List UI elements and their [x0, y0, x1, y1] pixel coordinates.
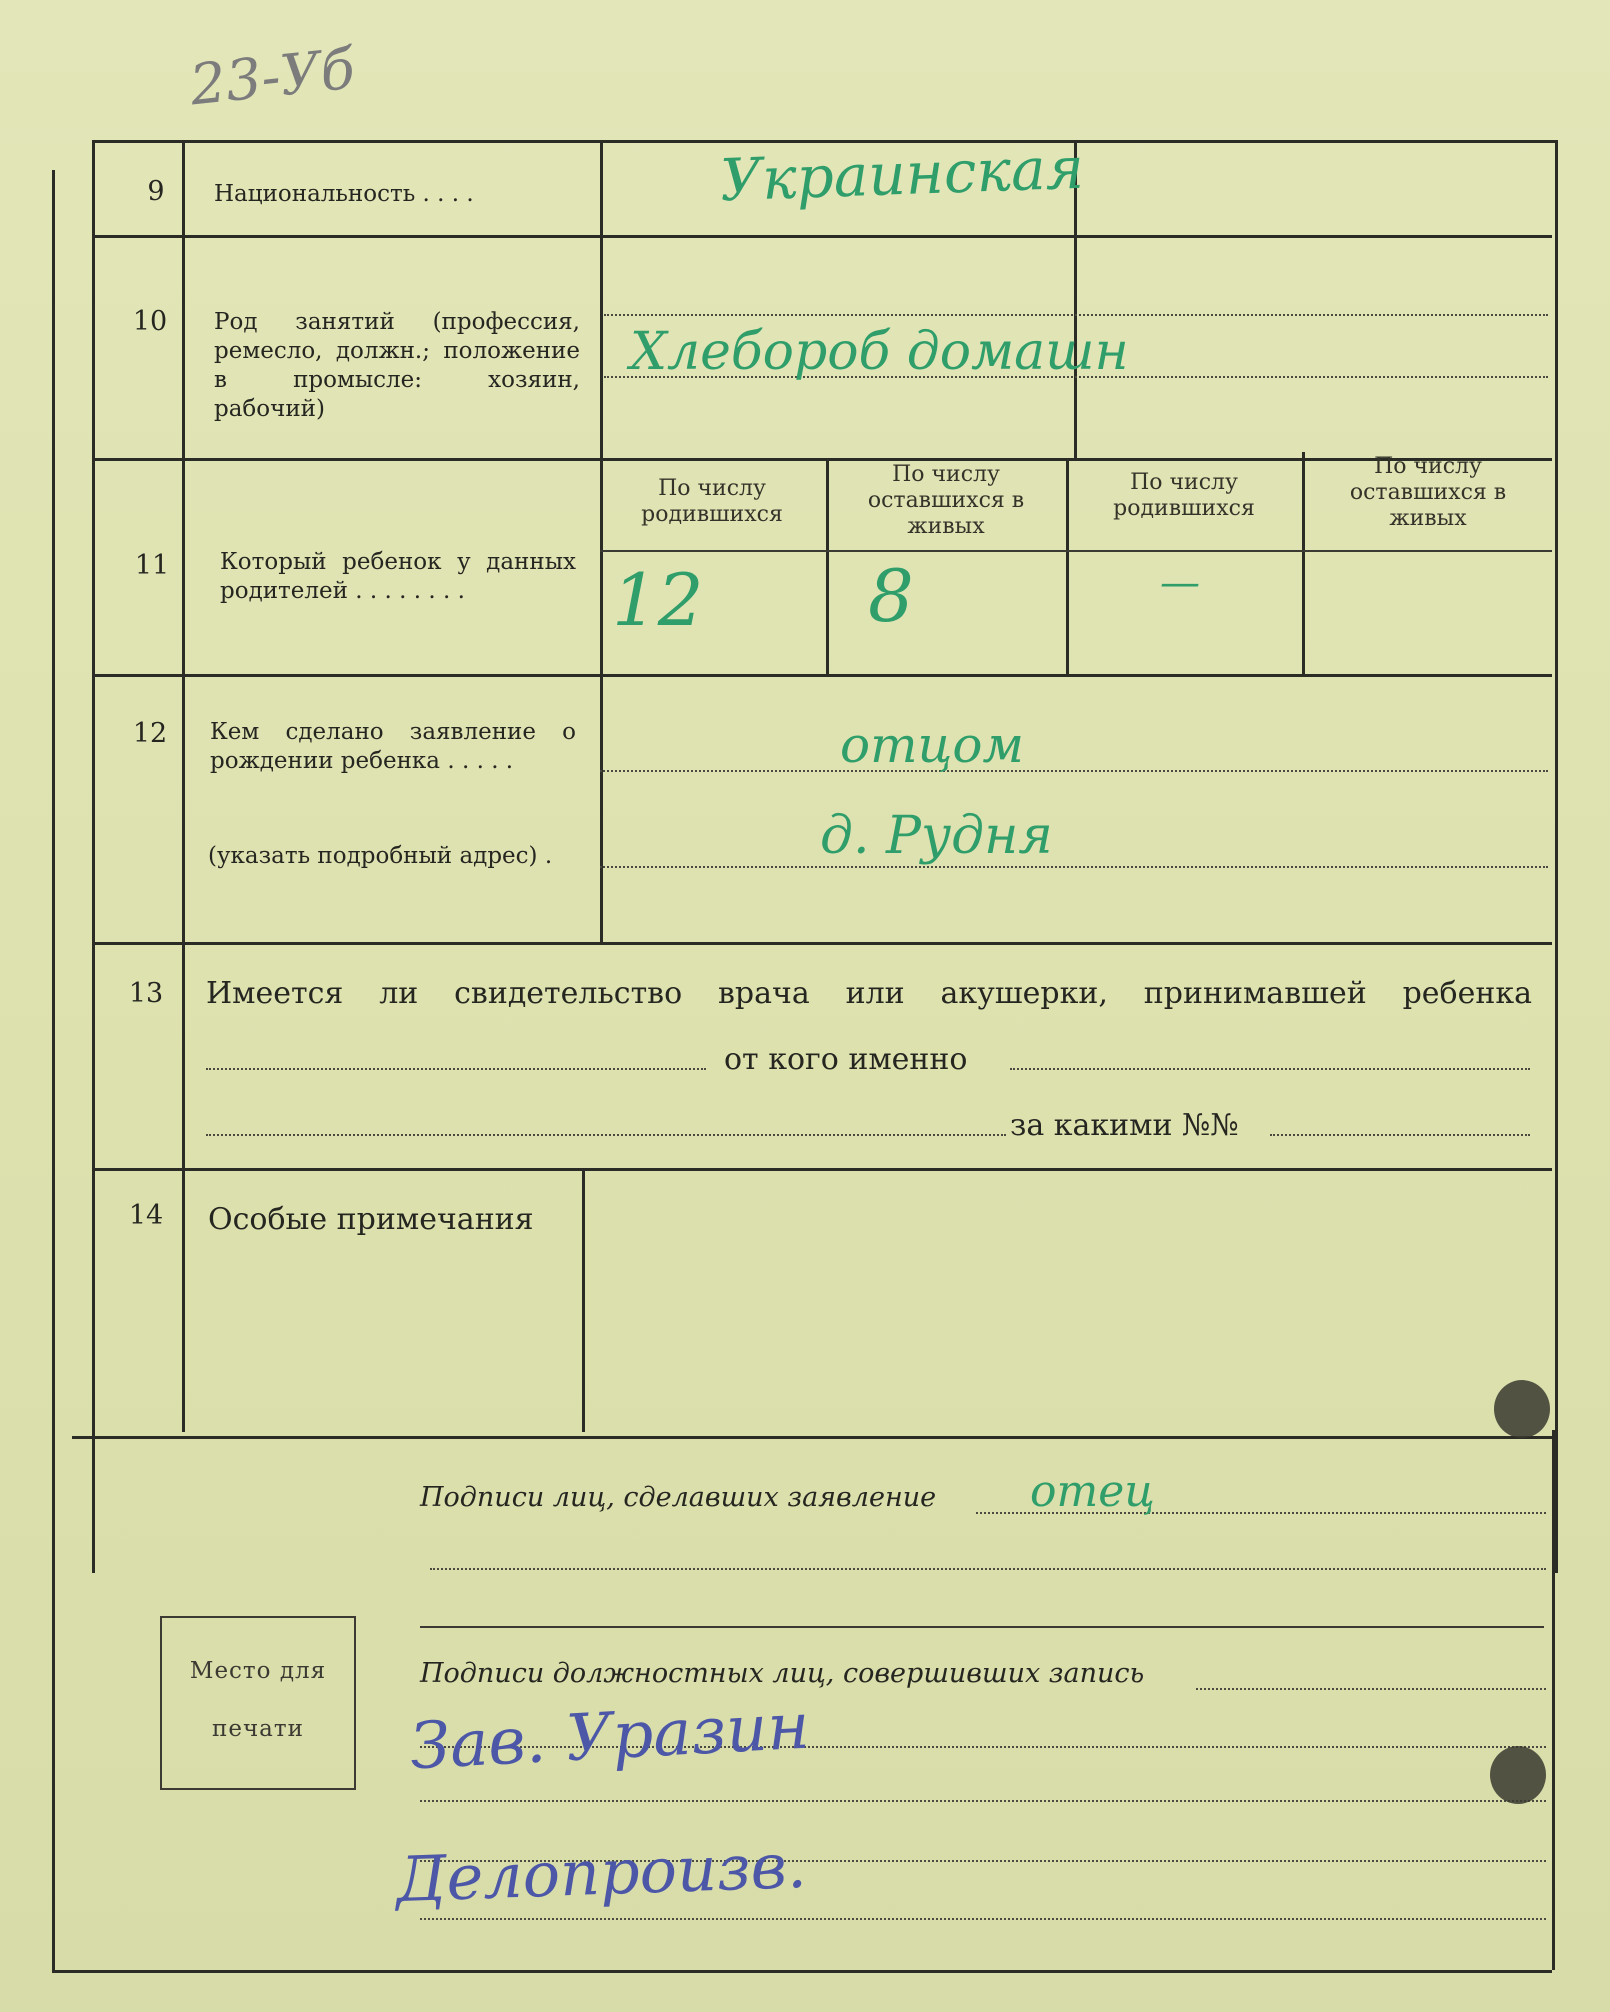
officials-signature-line-3 — [420, 1800, 1546, 1802]
archive-mark: 23-Уб — [187, 36, 358, 119]
row-10-line-a — [604, 314, 1548, 316]
row-13-line-1: Имеется ли свидетельство врача или акушерки, принимавшей ребенка — [206, 976, 1532, 1011]
applicant-signature: отец — [1030, 1466, 1155, 1517]
row-10-value: Хлебороб домашн — [630, 322, 1129, 382]
row-11-header-1: По числу родившихся — [641, 476, 783, 527]
row-11-header-4: По числу оставшихся в живых — [1349, 454, 1507, 531]
official-signature-2: Делопроизв. — [394, 1828, 808, 1917]
row-sep-13 — [92, 1168, 1552, 1171]
row-11-value-born: 12 — [612, 558, 704, 642]
row-13-dots-a — [206, 1068, 706, 1070]
officials-signature-line — [1196, 1688, 1546, 1690]
row-11-col-a — [826, 458, 829, 674]
row-11-number: 11 — [134, 550, 170, 581]
row-11-label: Который ребенок у данных родителей . . . . . . . . — [220, 549, 576, 604]
bottom-border — [52, 1970, 1552, 1973]
row-12-label: Кем сделано заявление о рождении ребенка . . . . . — [210, 719, 576, 774]
num-column-line — [182, 140, 185, 1432]
row-13-dots-d — [1270, 1134, 1530, 1136]
row-11-header-2: По числу оставшихся в живых — [867, 462, 1025, 539]
row-9-number: 9 — [147, 176, 165, 207]
row-12-number: 12 — [132, 718, 168, 749]
row-14-label: Особые примечания — [208, 1202, 534, 1237]
row-12-label-address: (указать подробный адрес) . — [208, 843, 553, 869]
row-11-header-sep — [600, 550, 1552, 552]
label-column-line — [600, 140, 603, 942]
row-sep-11 — [92, 674, 1552, 677]
row-13-dots-c — [206, 1134, 1006, 1136]
stamp-label-line-1: Место для — [189, 1658, 327, 1684]
row-12-value-address: д. Рудня — [820, 806, 1053, 866]
row-13-line-2: от кого именно — [724, 1042, 968, 1077]
stamp-placeholder — [160, 1616, 356, 1790]
row-14-number: 14 — [128, 1200, 164, 1231]
row-13-line-3: за какими №№ — [1010, 1108, 1239, 1143]
row-9-value: Украинская — [718, 133, 1085, 215]
row-11-value-alive: 8 — [868, 554, 914, 638]
label-column-line-14 — [582, 1170, 585, 1432]
row-sep-14 — [72, 1436, 1552, 1439]
applicants-signature-line-3 — [420, 1626, 1544, 1628]
row-9-label: Национальность . . . . — [214, 181, 474, 207]
row-10-number: 10 — [132, 306, 168, 337]
row-11-value-born-2: — — [1160, 560, 1200, 606]
applicants-signature-line-2 — [430, 1568, 1546, 1570]
officials-signature-label: Подписи должностных лиц, совершивших запись — [420, 1658, 1145, 1689]
row-sep-12 — [92, 942, 1552, 945]
right-border-lower — [1552, 1430, 1555, 1970]
row-11-col-c — [1302, 452, 1305, 674]
row-sep-9 — [92, 235, 1552, 238]
row-12-line-a — [600, 770, 1548, 772]
official-signature-1: Зав. Уразин — [408, 1689, 812, 1785]
row-13-number: 13 — [128, 978, 164, 1009]
officials-signature-line-5 — [420, 1918, 1546, 1920]
binding-hole-upper — [1494, 1380, 1550, 1438]
stamp-label-line-2: печати — [212, 1716, 304, 1742]
binding-hole-lower — [1490, 1746, 1546, 1804]
row-12-value: отцом — [840, 716, 1024, 774]
row-12-line-b — [600, 866, 1548, 868]
row-13-dots-b — [1010, 1068, 1530, 1070]
applicants-signature-label: Подписи лиц, сделавших заявление — [420, 1482, 937, 1513]
row-11-col-b — [1066, 458, 1069, 674]
row-11-header-3: По числу родившихся — [1113, 470, 1255, 521]
left-margin-bracket — [52, 170, 55, 1970]
row-10-label: Род занятий (профессия, ремесло, должн.; положение в промысле: хозяин, рабочий) — [214, 309, 580, 422]
